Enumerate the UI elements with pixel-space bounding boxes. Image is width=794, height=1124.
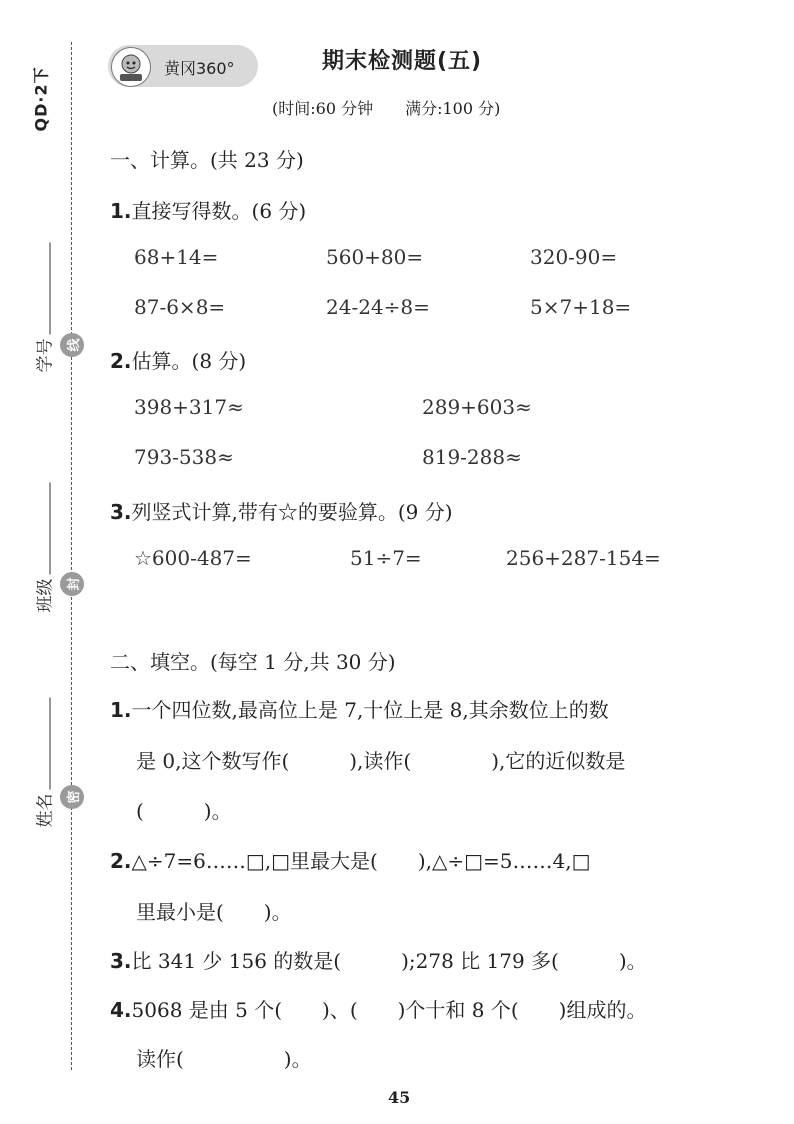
question-text[interactable]: 5068 是由 5 个( )、( )个十和 8 个( )组成的。: [131, 998, 647, 1022]
vertical-calc-expression[interactable]: ☆600-487=: [134, 546, 252, 570]
vertical-calc-expression[interactable]: 51÷7=: [350, 546, 422, 570]
question-1-1: [110, 195, 306, 224]
name-line[interactable]: [36, 698, 51, 790]
estimate-expression[interactable]: 398+317≈: [134, 395, 244, 419]
question-2-3: [110, 945, 647, 974]
question-number: 1.: [110, 698, 132, 722]
page-number: 45: [388, 1088, 411, 1107]
estimate-expression[interactable]: 793-538≈: [134, 445, 234, 469]
exam-subtitle: (时间:60 分钟 满分:100 分): [272, 99, 501, 118]
question-2-4-line1: [110, 994, 646, 1023]
seal-xian: 线: [60, 333, 84, 357]
section-heading-fill-blank: 二、填空。(每空 1 分,共 30 分): [110, 650, 396, 674]
estimate-expression[interactable]: 289+603≈: [422, 395, 532, 419]
question-number: 3.: [110, 949, 132, 973]
class-label: 班级: [35, 578, 56, 613]
question-text[interactable]: △÷7=6……□,□里最大是( ),△÷□=5……4,□: [131, 849, 591, 873]
expression[interactable]: 320-90=: [530, 245, 618, 269]
question-text: 一个四位数,最高位上是 7,十位上是 8,其余数位上的数: [131, 698, 609, 722]
seal-mi: 密: [60, 785, 84, 809]
student-number-label: 学号: [35, 338, 56, 373]
question-number: 4.: [110, 998, 132, 1022]
brand-name: 黄冈360°: [164, 59, 235, 78]
expression[interactable]: 24-24÷8=: [326, 295, 430, 319]
question-2-4-line2[interactable]: 读作( )。: [136, 1047, 312, 1071]
question-1-2: [110, 345, 246, 374]
question-2-2-line2[interactable]: 里最小是( )。: [136, 900, 292, 924]
expression[interactable]: 5×7+18=: [530, 295, 632, 319]
name-field: [31, 698, 56, 828]
section-heading-calculation: 一、计算。(共 23 分): [110, 148, 304, 172]
question-2-1-line2[interactable]: 是 0,这个数写作( ),读作( ),它的近似数是: [136, 749, 626, 773]
question-number: 1.: [110, 199, 132, 223]
brand-badge: [108, 45, 258, 87]
question-number: 3.: [110, 500, 132, 524]
question-2-2-line1: [110, 845, 590, 874]
class-line[interactable]: [36, 483, 51, 575]
question-2-1-line1: [110, 694, 609, 723]
vertical-calc-expression[interactable]: 256+287-154=: [506, 546, 661, 570]
estimate-expression[interactable]: 819-288≈: [422, 445, 522, 469]
student-number-line[interactable]: [36, 243, 51, 335]
question-text: 直接写得数。(6 分): [131, 199, 307, 223]
exam-title: 期末检测题(五): [322, 49, 483, 74]
expression[interactable]: 560+80=: [326, 245, 424, 269]
mascot-logo: [111, 47, 151, 87]
question-1-3: [110, 496, 453, 525]
question-number: 2.: [110, 349, 132, 373]
question-text: 估算。(8 分): [131, 349, 247, 373]
name-label: 姓名: [35, 793, 56, 828]
grade-code: QD·2下: [31, 66, 51, 132]
question-2-1-line3[interactable]: ( )。: [136, 799, 232, 823]
expression[interactable]: 87-6×8=: [134, 295, 226, 319]
class-field: [31, 483, 56, 613]
binding-dashed-line: [71, 42, 72, 1070]
seal-feng: 封: [60, 572, 84, 596]
question-number: 2.: [110, 849, 132, 873]
question-text: 列竖式计算,带有☆的要验算。(9 分): [131, 500, 453, 524]
student-number-field: [31, 243, 56, 373]
expression[interactable]: 68+14=: [134, 245, 219, 269]
question-text[interactable]: 比 341 少 156 的数是( );278 比 179 多( )。: [131, 949, 647, 973]
